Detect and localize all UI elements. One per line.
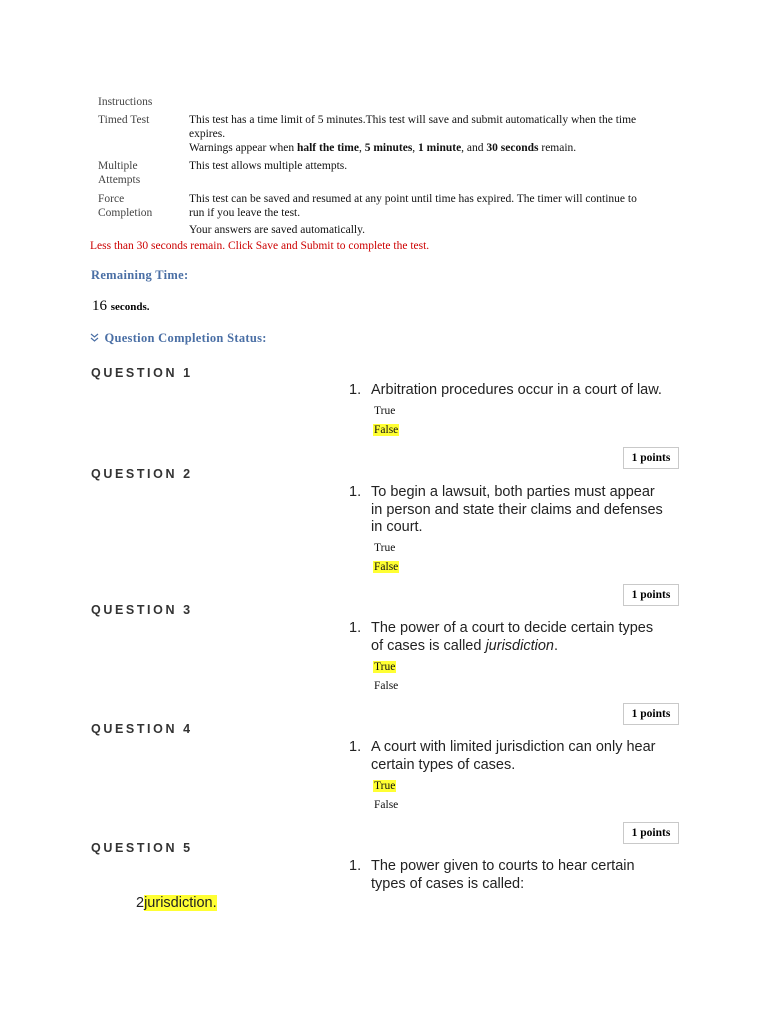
question-1-option-true[interactable]: True [374, 405, 396, 417]
question-1-number: 1. [349, 382, 362, 398]
completion-status-toggle[interactable] [90, 331, 267, 346]
force-completion-label: Force Completion [98, 193, 153, 219]
question-5-answer-text: jurisdiction. [144, 895, 217, 911]
question-4-text: A court with limited jurisdiction can only hear certain types of cases. [371, 739, 656, 773]
timed-test-label: Timed Test [98, 114, 150, 126]
question-1-points: 1 points [623, 447, 679, 469]
question-2-text: To begin a lawsuit, both parties must appear in person and state their claims and defenses in court. [371, 484, 663, 535]
question-4-option-false[interactable]: False [374, 799, 399, 811]
question-3-points: 1 points [623, 703, 679, 725]
warnings-text: Warnings appear when half the time, 5 minutes, 1 minute, and 30 seconds remain. [189, 142, 577, 154]
question-1-label: QUESTION 1 [91, 366, 193, 380]
question-2-option-true[interactable]: True [374, 542, 396, 554]
timed-test-text: This test has a time limit of 5 minutes.This test will save and submit automatically when the time expires. Warnings appear when half the time, 5 minutes, 1 minute, and 30 seconds remain. [189, 113, 669, 155]
force-completion-text: This test can be saved and resumed at any point until time has expired. The timer will continue to run if you leave the test. [189, 193, 637, 219]
multiple-attempts-text: This test allows multiple attempts. [189, 160, 348, 172]
question-4-option-true[interactable]: True [374, 780, 396, 792]
question-4-number: 1. [349, 739, 362, 755]
question-5-number: 1. [349, 858, 362, 874]
question-2-option-false[interactable]: False [374, 561, 399, 573]
question-4-label: QUESTION 4 [91, 722, 193, 736]
question-5-text: The power given to courts to hear certain types of cases is called: [371, 858, 635, 892]
question-5-answer [136, 895, 217, 911]
question-1-text: Arbitration procedures occur in a court of law. [371, 382, 662, 398]
question-2-number: 1. [349, 484, 362, 500]
time-warning: Less than 30 seconds remain. Click Save and Submit to complete the test. [90, 240, 430, 252]
question-5-label: QUESTION 5 [91, 841, 193, 855]
multiple-attempts-label: Multiple Attempts [98, 160, 141, 186]
question-3-option-false[interactable]: False [374, 680, 399, 692]
question-3-number: 1. [349, 620, 362, 636]
question-2-points: 1 points [623, 584, 679, 606]
remaining-time-label: Remaining Time: [91, 268, 189, 282]
question-4-points: 1 points [623, 822, 679, 844]
double-chevron-down-icon [90, 331, 101, 346]
question-1-option-false[interactable]: False [374, 424, 399, 436]
question-5-answer-prefix: 2 [136, 895, 145, 911]
completion-status-label: Question Completion Status: [104, 331, 267, 345]
question-3-option-true[interactable]: True [374, 661, 396, 673]
question-3-text: The power of a court to decide certain types of cases is called jurisdiction. [371, 620, 654, 654]
question-3-label: QUESTION 3 [91, 603, 193, 617]
autosave-text: Your answers are saved automatically. [189, 224, 365, 236]
remaining-time-value: 16 seconds. [92, 298, 150, 314]
question-2-label: QUESTION 2 [91, 467, 193, 481]
instructions-header: Instructions [98, 96, 153, 108]
